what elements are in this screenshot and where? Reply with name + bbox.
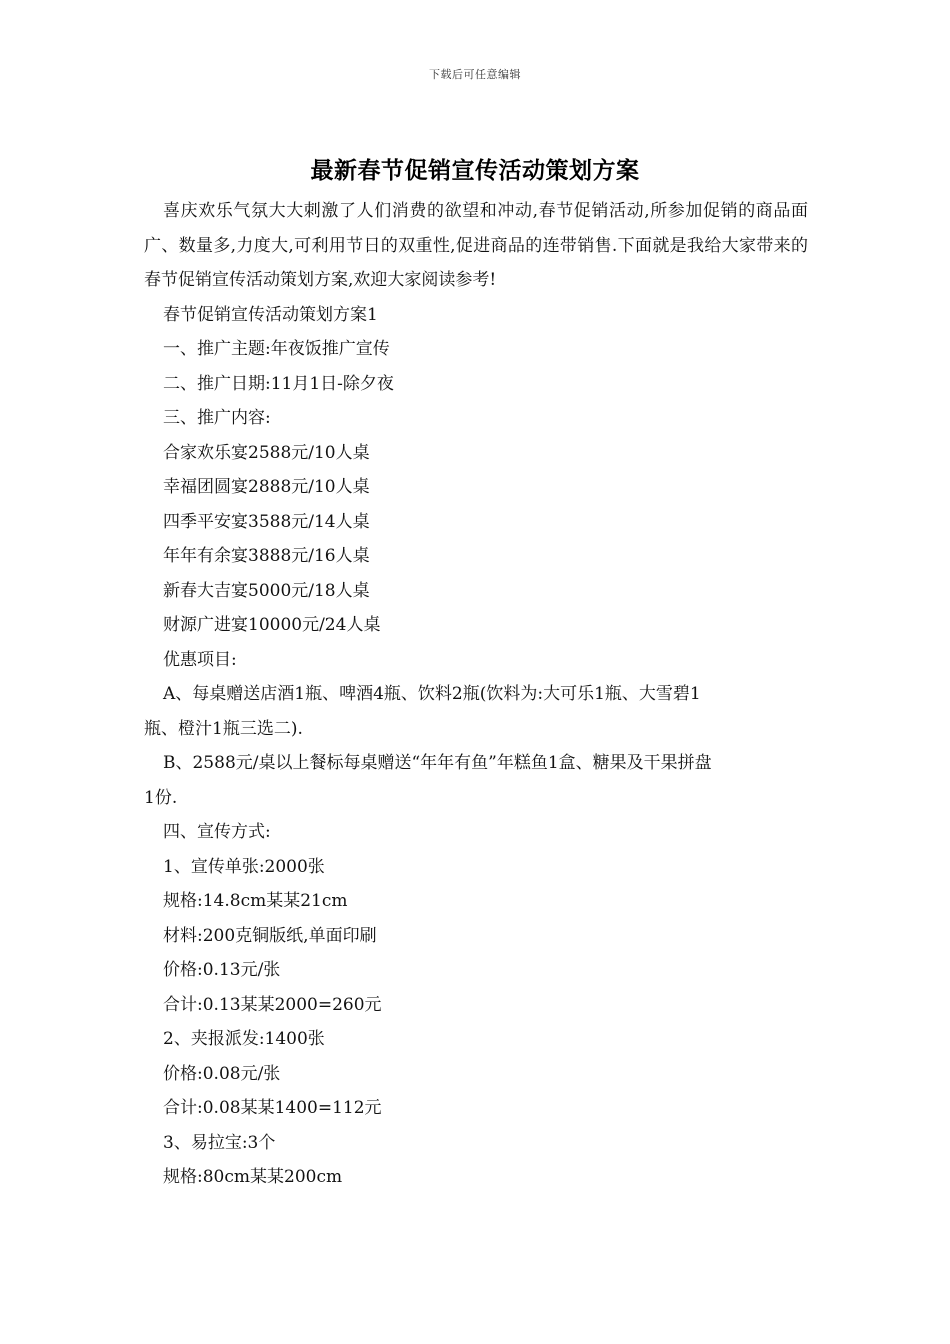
offers-heading: 优惠项目: — [163, 649, 237, 670]
menu-item: 新春大吉宴5000元/18人桌 — [163, 580, 370, 601]
promo-item: 规格:14.8cm某某21cm — [163, 891, 348, 911]
offer-b-line2: 1份. — [144, 787, 178, 808]
offer-a-line2: 瓶、橙汁1瓶三选二). — [144, 718, 303, 739]
document-title: 最新春节促销宣传活动策划方案 — [310, 157, 640, 184]
menu-item: 财源广进宴10000元/24人桌 — [163, 615, 381, 635]
promo-item: 3、易拉宝:3个 — [163, 1132, 276, 1153]
offer-b-line1: B、2588元/桌以上餐标每桌赠送“年年有鱼”年糕鱼1盒、糖果及干果拼盘 — [163, 753, 712, 773]
document-body — [144, 194, 808, 1195]
promo-item: 1、宣传单张:2000张 — [163, 856, 325, 877]
promo-item: 2、夹报派发:1400张 — [163, 1029, 325, 1049]
promotion-date: 二、推广日期:11月1日-除夕夜 — [163, 373, 394, 394]
promo-item: 规格:80cm某某200cm — [163, 1167, 343, 1187]
section-title: 春节促销宣传活动策划方案1 — [163, 304, 378, 325]
intro-paragraph: 喜庆欢乐气氛大大刺激了人们消费的欲望和冲动,春节促销活动,所参加促销的商品面广、数量多,力度大,可利用节日的双重性,促进商品的连带销售.下面就是我给大家带来的春节促销宣传活动策划方案,欢迎大家阅读参考! — [144, 201, 808, 290]
menu-item: 合家欢乐宴2588元/10人桌 — [163, 442, 370, 463]
promo-heading: 四、宣传方式: — [163, 822, 271, 842]
promotion-theme: 一、推广主题:年夜饭推广宣传 — [163, 339, 390, 359]
menu-item: 年年有余宴3888元/16人桌 — [163, 546, 370, 566]
menu-item: 四季平安宴3588元/14人桌 — [163, 511, 370, 532]
header-note: 下载后可任意编辑 — [429, 68, 521, 81]
promo-item: 合计:0.13某某2000=260元 — [163, 994, 382, 1015]
promo-item: 材料:200克铜版纸,单面印刷 — [163, 925, 377, 946]
promo-item: 价格:0.08元/张 — [163, 1063, 281, 1084]
promo-item: 合计:0.08某某1400=112元 — [163, 1098, 382, 1118]
offer-a-line1: A、每桌赠送店酒1瓶、啤酒4瓶、饮料2瓶(饮料为:大可乐1瓶、大雪碧1 — [163, 684, 701, 704]
menu-item: 幸福团圆宴2888元/10人桌 — [163, 477, 370, 497]
promo-item: 价格:0.13元/张 — [163, 960, 281, 980]
promotion-content-heading: 三、推广内容: — [163, 408, 271, 428]
